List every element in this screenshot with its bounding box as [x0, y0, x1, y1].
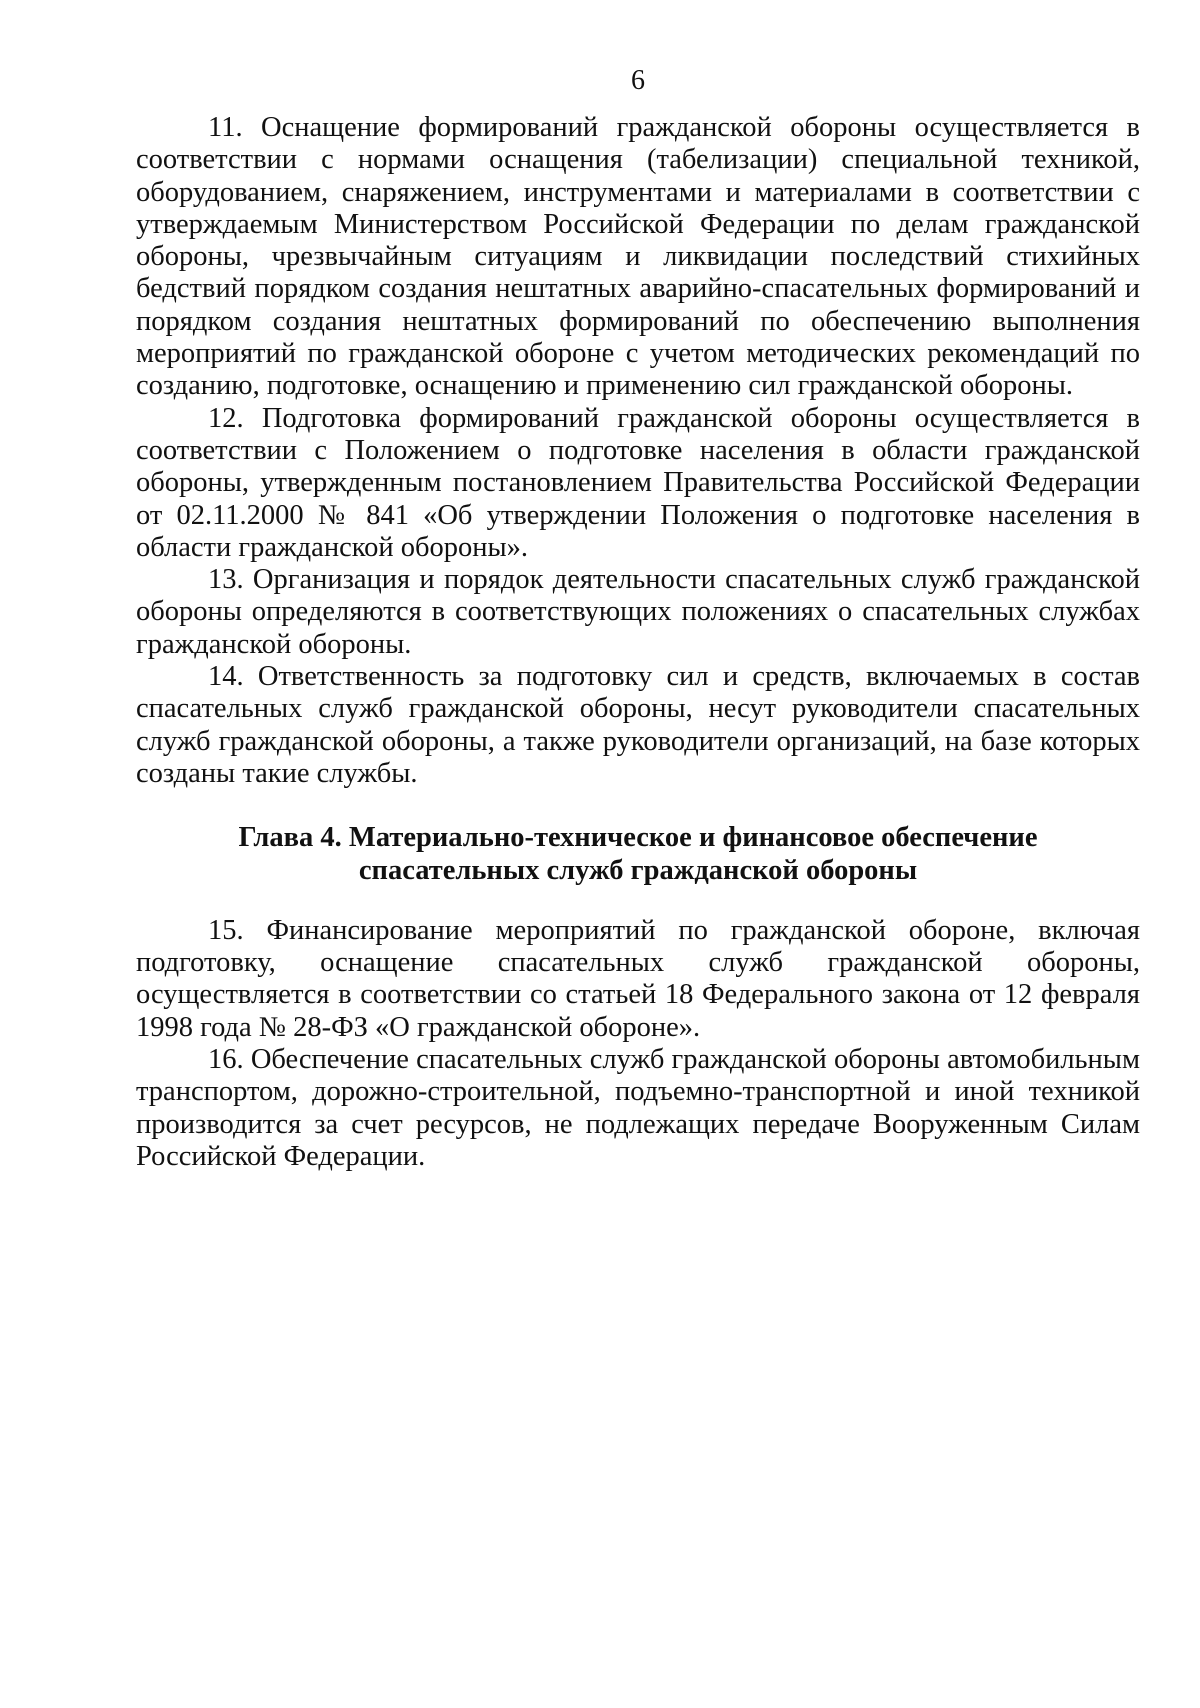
- paragraph-14: 14. Ответственность за подготовку сил и средств, включаемых в состав спасательных служб гражданской обороны, несут руководители спасательных служб гражданской обороны, а также руководители организаций, на базе которых созданы такие службы.: [136, 661, 1140, 789]
- chapter-heading-line-2: спасательных служб гражданской обороны: [358, 854, 918, 886]
- document-body: [136, 112, 1140, 1173]
- chapter-heading-line-1: Глава 4. Материально-техническое и финансовое обеспечение: [238, 822, 1038, 854]
- paragraph-15: 15. Финансирование мероприятий по гражданской обороне, включая подготовку, оснащение спасательных служб гражданской обороны, осуществляется в соответствии со статьей 18 Федерального закона от 12 февраля 1998 года № 28-ФЗ «О гражданской обороне».: [136, 914, 1140, 1043]
- paragraph-16: 16. Обеспечение спасательных служб гражданской обороны автомобильным транспортом, дорожно-строительной, подъемно-транспортной и иной техникой производится за счет ресурсов, не подлежащих передаче Вооруженным Силам Российской Федерации.: [136, 1044, 1140, 1172]
- chapter-heading: [136, 822, 1140, 887]
- paragraph-12: 12. Подготовка формирований гражданской обороны осуществляется в соответствии с Положением о подготовке населения в области гражданской обороны, утвержденным постановлением Правительства Российской Федерации от 02.11.2000 № 841 «Об утверждении Положения о подготовке населения в области гражданской обороны».: [136, 402, 1140, 563]
- page-number: 6: [631, 65, 645, 96]
- paragraph-11: 11. Оснащение формирований гражданской обороны осуществляется в соответствии с нормами оснащения (табелизации) специальной техникой, оборудованием, снаряжением, инструментами и материалами в соответствии с утверждаемым Министерством Российской Федерации по делам гражданской обороны, чрезвычайным ситуациям и ликвидации последствий стихийных бедствий порядком создания нештатных аварийно-спасательных формирований и порядком создания нештатных формирований по обеспечению выполнения мероприятий по гражданской обороне с учетом методических рекомендаций по созданию, подготовке, оснащению и применению сил гражданской обороны.: [136, 112, 1140, 402]
- paragraph-13: 13. Организация и порядок деятельности спасательных служб гражданской обороны определяются в соответствующих положениях о спасательных службах гражданской обороны.: [136, 564, 1140, 660]
